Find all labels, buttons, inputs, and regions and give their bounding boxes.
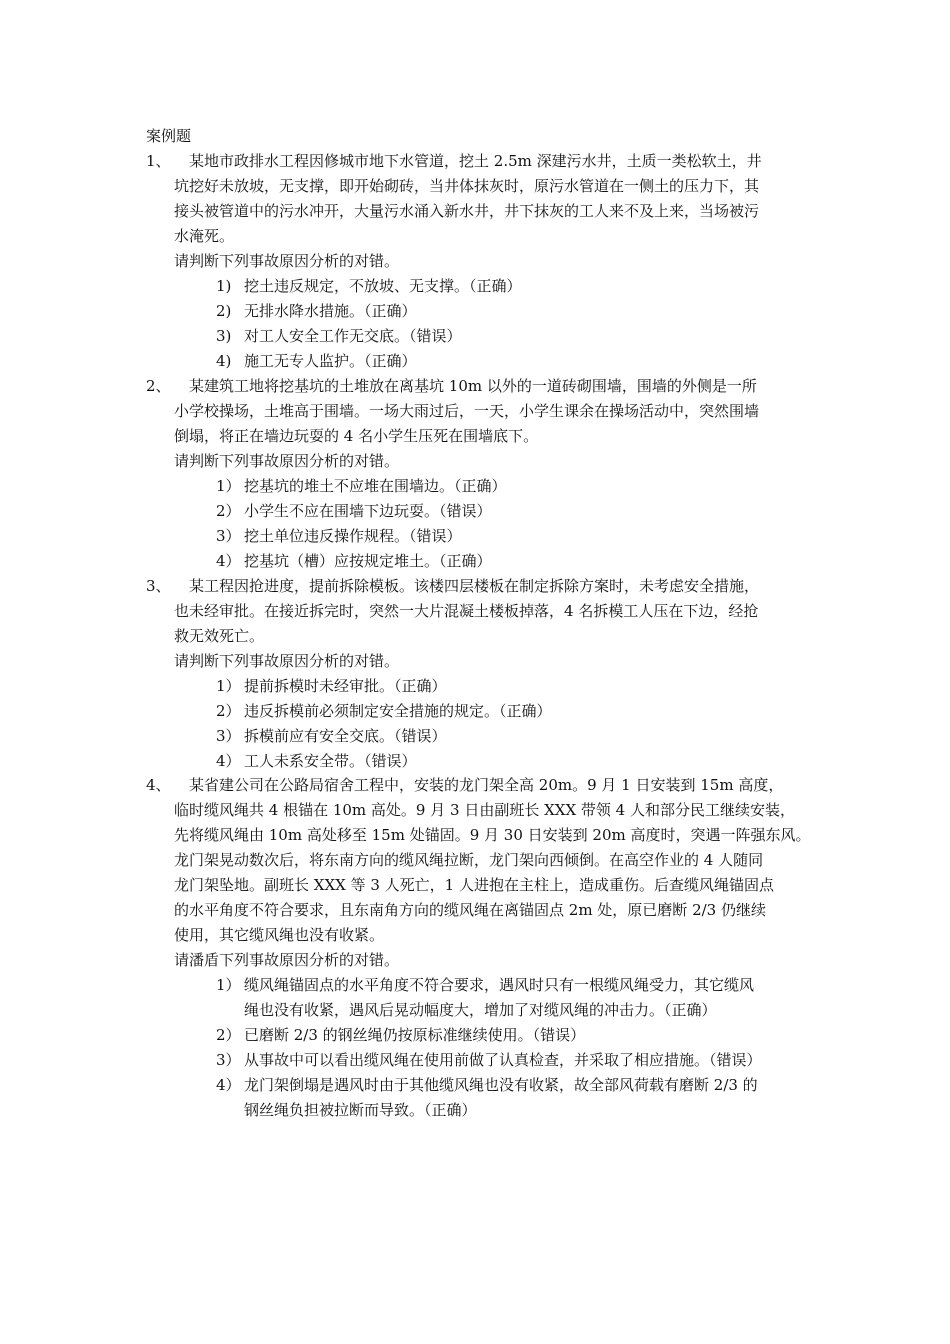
option-text: 挖土违反规定，不放坡、无支撑。（正确） [244,277,522,295]
case-text-line: 坑挖好未放坡，无支撑，即开始砌砖，当井体抹灰时，原污水管道在一侧土的压力下，其 [174,177,760,195]
option-text: 施工无专人监护。（正确） [244,352,417,370]
document-title: 案例题 [146,127,192,145]
case-prompt: 请判断下列事故原因分析的对错。 [174,652,400,670]
case-text-line: 先将缆风绳由 10m 高处移至 15m 处锚固。9 月 30 日安装到 20m 高度时，突遇一阵强东风。 [174,826,811,844]
option-text: 拆模前应有安全交底。（错误） [244,727,447,745]
option-text: 缆风绳锚固点的水平角度不符合要求，遇风时只有一根缆风绳受力，其它缆风 [244,976,755,994]
case-text-line: 也未经审批。在接近拆完时，突然一大片混凝土楼板掉落，4 名拆模工人压在下边，经抢 [174,602,759,620]
option-number: 4） [216,1076,241,1094]
option-number: 1) [216,277,232,295]
option-number: 1） [216,677,241,695]
case-text-line: 倒塌，将正在墙边玩耍的 4 名小学生压死在围墙底下。 [174,427,539,445]
option-text: 提前拆模时未经审批。（正确） [244,677,447,695]
case-text-line: 龙门架晃动数次后，将东南方向的缆风绳拉断，龙门架向西倾倒。在高空作业的 4 人随同 [174,851,764,869]
case-text-line: 使用，其它缆风绳也没有收紧。 [174,926,385,944]
option-number: 4） [216,552,241,570]
option-text: 已磨断 2/3 的钢丝绳仍按原标准继续使用。（错误） [244,1026,586,1044]
option-text: 挖土单位违反操作规程。（错误） [244,527,462,545]
case-text-line: 水淹死。 [174,227,235,245]
option-text: 挖基坑（槽）应按规定堆土。（正确） [244,552,492,570]
case-text-line: 救无效死亡。 [174,627,265,645]
case-number: 1、 [146,152,171,170]
option-text: 无排水降水措施。（正确） [244,302,417,320]
case-number: 2、 [146,377,171,395]
case-text-line: 接头被管道中的污水冲开，大量污水涌入新水井，井下抹灰的工人来不及上来，当场被污 [174,202,760,220]
option-text: 绳也没有收紧，遇风后晃动幅度大，增加了对缆风绳的冲击力。（正确） [244,1001,717,1019]
option-text: 工人未系安全带。（错误） [244,752,417,770]
case-text-line: 临时缆风绳共 4 根锚在 10m 高处。9 月 3 日由副班长 XXX 带领 4 人和部分民工继续安装， [174,801,795,819]
case-prompt: 请潘盾下列事故原因分析的对错。 [174,951,400,969]
option-number: 4) [216,352,232,370]
option-number: 1） [216,477,241,495]
option-text: 对工人安全工作无交底。（错误） [244,327,462,345]
option-number: 4） [216,752,241,770]
case-text-line: 某地市政排水工程因修城市地下水管道，挖土 2.5m 深建污水井，土质一类松软土，井 [174,152,762,170]
case-text-line: 龙门架坠地。副班长 XXX 等 3 人死亡，1 人进抱在主柱上，造成重伤。后查缆风绳锚固点 [174,876,774,894]
option-number: 3) [216,327,232,345]
option-number: 2) [216,302,232,320]
option-text: 钢丝绳负担被拉断而导致。（正确） [244,1101,477,1119]
case-text-line: 小学校操场，土堆高于围墙。一场大雨过后，一天，小学生课余在操场活动中，突然围墙 [174,402,760,420]
option-text: 违反拆模前必须制定安全措施的规定。（正确） [244,702,552,720]
case-text-line: 某建筑工地将挖基坑的土堆放在离基坑 10m 以外的一道砖砌围墙，围墙的外侧是一所 [174,377,757,395]
option-text: 龙门架倒塌是遇风时由于其他缆风绳也没有收紧，故全部风荷载有磨断 2/3 的 [244,1076,758,1094]
option-number: 1） [216,976,241,994]
option-number: 3） [216,727,241,745]
case-number: 3、 [146,577,171,595]
option-number: 2） [216,1026,241,1044]
case-text-line: 某省建公司在公路局宿舍工程中，安装的龙门架全高 20m。9 月 1 日安装到 15m 高度， [174,776,784,794]
option-text: 挖基坑的堆土不应堆在围墙边。（正确） [244,477,507,495]
case-text-line: 某工程因抢进度，提前拆除模板。该楼四层楼板在制定拆除方案时，未考虑安全措施， [174,577,760,595]
option-number: 2） [216,702,241,720]
case-text-line: 的水平角度不符合要求，且东南角方向的缆风绳在离锚固点 2m 处，原已磨断 2/3 仍继续 [174,901,766,919]
option-text: 小学生不应在围墙下边玩耍。（错误） [244,502,492,520]
option-text: 从事故中可以看出缆风绳在使用前做了认真检查，并采取了相应措施。（错误） [244,1051,762,1069]
option-number: 3） [216,1051,241,1069]
case-prompt: 请判断下列事故原因分析的对错。 [174,252,400,270]
case-number: 4、 [146,776,171,794]
case-prompt: 请判断下列事故原因分析的对错。 [174,452,400,470]
option-number: 3） [216,527,241,545]
option-number: 2） [216,502,241,520]
